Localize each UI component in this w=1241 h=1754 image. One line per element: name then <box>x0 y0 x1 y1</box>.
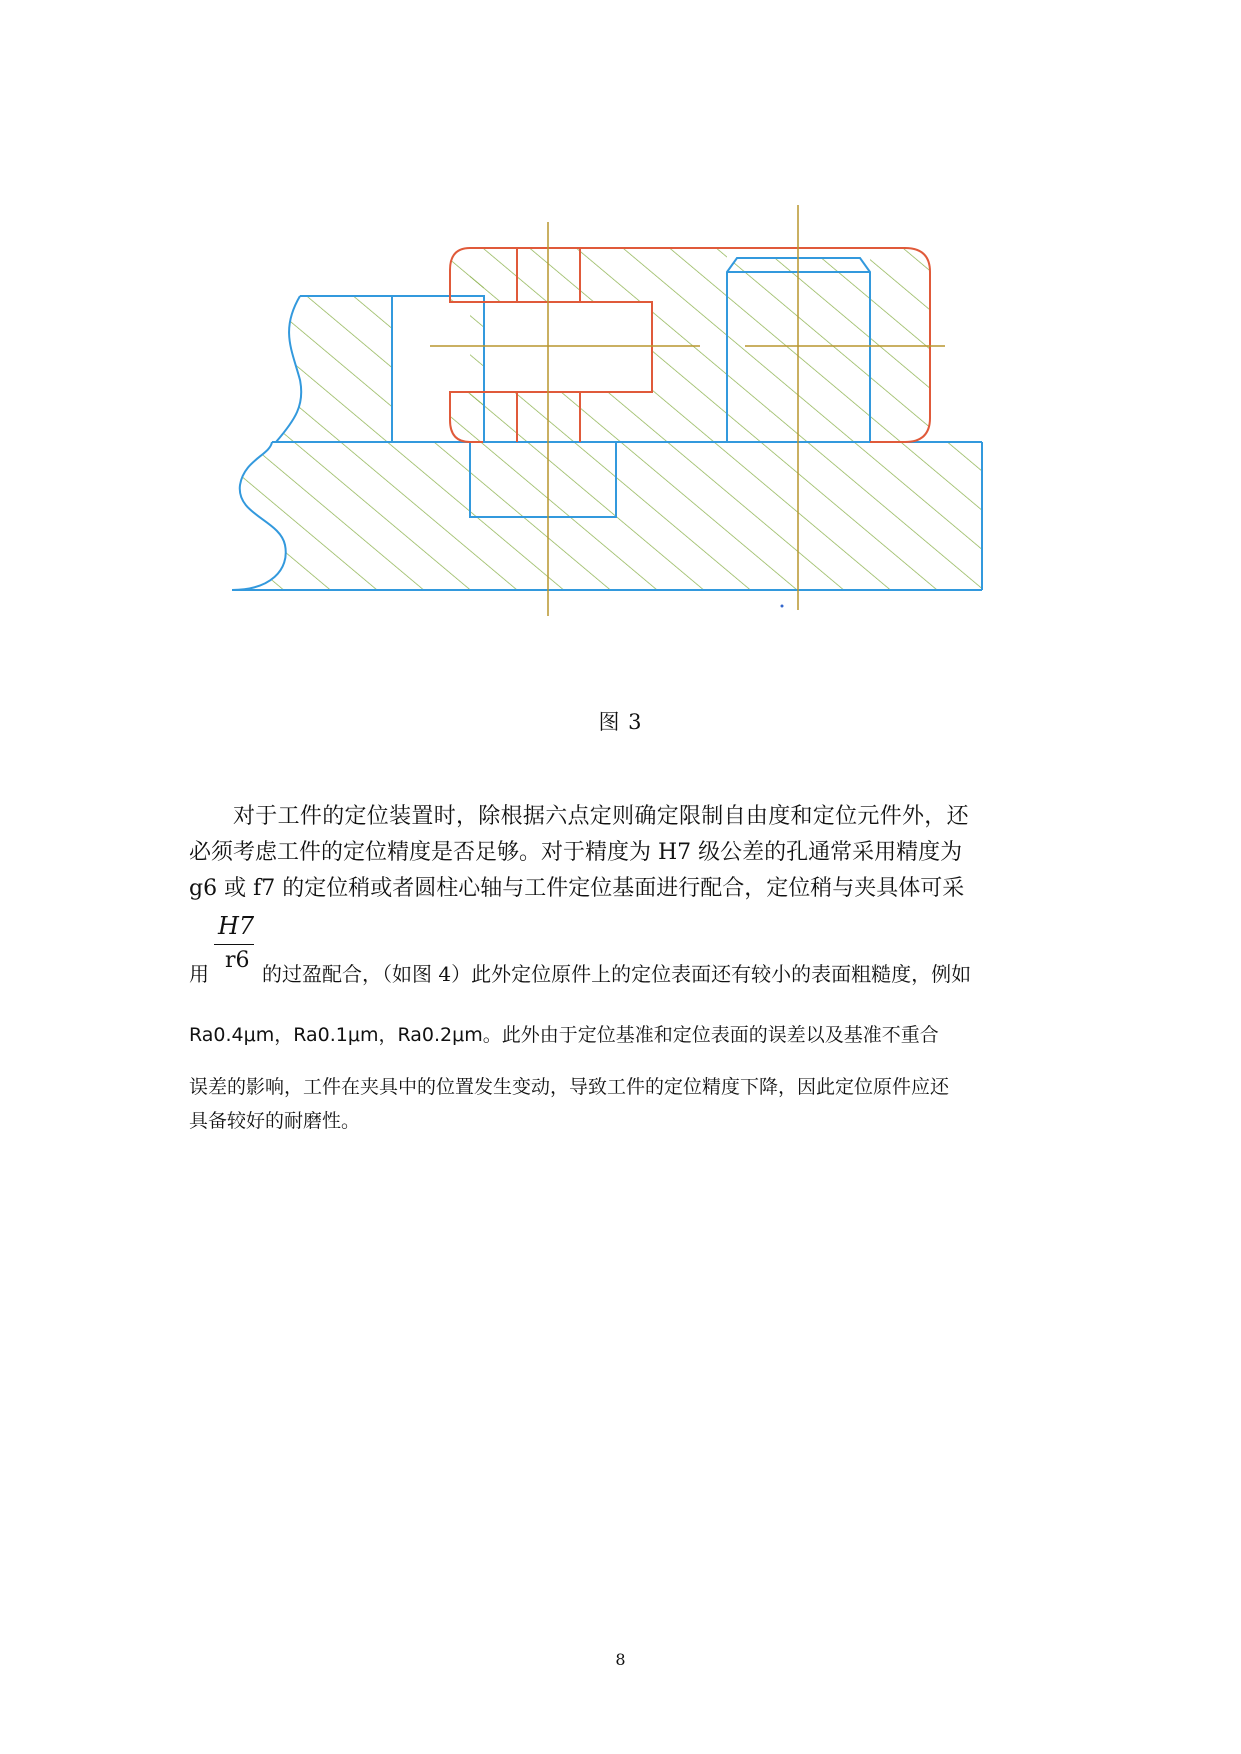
paragraph-line: 具备较好的耐磨性。 <box>189 1110 361 1132</box>
fraction-bar <box>214 944 254 945</box>
fraction-denominator: r6 <box>225 948 250 973</box>
paragraph-line <box>189 1020 939 1047</box>
mechanical-section-drawing <box>0 0 1241 640</box>
paragraph-line: g6 或 f7 的定位稍或者圆柱心轴与工件定位基面进行配合，定位稍与夹具体可采 <box>189 876 965 901</box>
paragraph-line-prefix: 用 <box>189 962 209 986</box>
roughness-values: Ra0.4μm，Ra0.1μm，Ra0.2μm。 <box>189 1024 502 1046</box>
stray-dot <box>781 605 784 608</box>
paragraph-line: 误差的影响，工件在夹具中的位置发生变动，导致工件的定位精度下降，因此定位原件应还 <box>189 1076 950 1098</box>
figure-caption: 图 3 <box>598 710 643 734</box>
paragraph-line: 必须考虑工件的定位精度是否足够。对于精度为 H7 级公差的孔通常采用精度为 <box>189 840 963 865</box>
paragraph-line-rest: 此外由于定位基准和定位表面的误差以及基准不重合 <box>501 1024 939 1046</box>
paragraph-line: 对于工件的定位装置时，除根据六点定则确定限制自由度和定位元件外，还 <box>233 804 969 829</box>
paragraph-line: 的过盈配合，（如图 4）此外定位原件上的定位表面还有较小的表面粗糙度，例如 <box>262 962 972 986</box>
fraction-numerator: H7 <box>218 912 255 940</box>
page-number: 8 <box>615 1650 626 1669</box>
